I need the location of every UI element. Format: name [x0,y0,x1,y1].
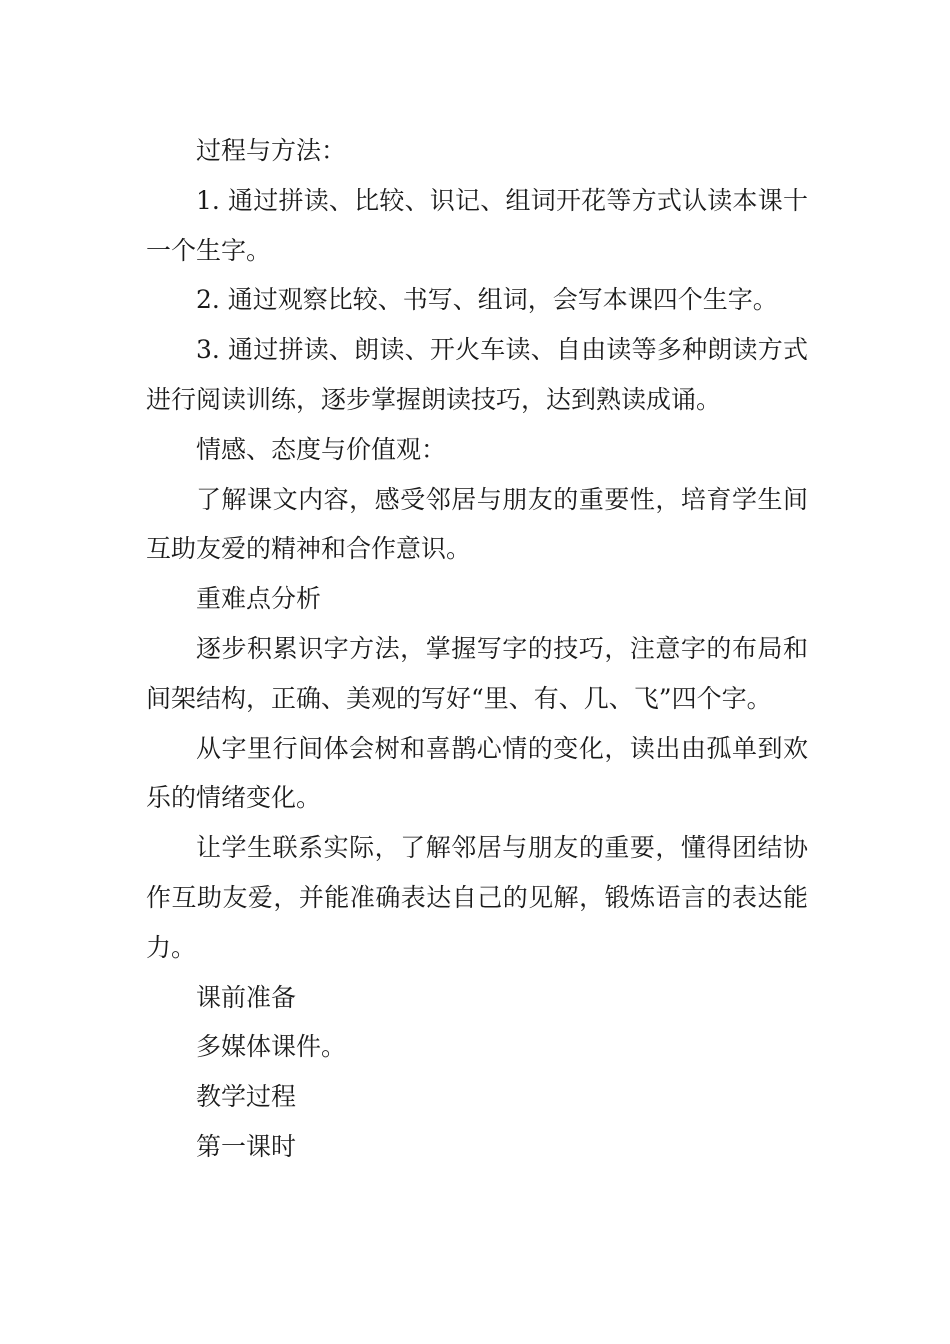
paragraph-key-point-1: 逐步积累识字方法，掌握写字的技巧，注意字的布局和间架结构，正确、美观的写好“里、有、几、飞”四个字。 [146,633,808,713]
paragraph-item-3: 3. 通过拼读、朗读、开火车读、自由读等多种朗读方式进行阅读训练，逐步掌握朗读技巧，达到熟读成诵。 [146,335,808,414]
paragraph-item-1: 1. 通过拼读、比较、识记、组词开花等方式认读本课十一个生字。 [146,185,808,265]
paragraph-preparation-heading: 课前准备 [196,982,297,1012]
paragraph-emotion-heading: 情感、态度与价值观： [196,434,447,464]
document-body [146,126,808,1172]
paragraph-process-method-heading: 过程与方法： [196,136,347,165]
paragraph-item-2: 2. 通过观察比较、书写、组词，会写本课四个生字。 [196,285,778,315]
paragraph-first-lesson-heading: 第一课时 [196,1131,297,1161]
paragraph-key-point-3: 让学生联系实际，了解邻居与朋友的重要，懂得团结协作互助友爱，并能准确表达自己的见解，锻炼语言的表达能力。 [146,833,808,962]
paragraph-emotion-body: 了解课文内容，感受邻居与朋友的重要性，培育学生间互助友爱的精神和合作意识。 [146,484,808,564]
paragraph-key-point-2: 从字里行间体会树和喜鹊心情的变化，读出由孤单到欢乐的情绪变化。 [146,733,808,813]
paragraph-preparation-body: 多媒体课件。 [196,1032,347,1062]
paragraph-teaching-process-heading: 教学过程 [196,1082,297,1112]
paragraph-key-points-heading: 重难点分析 [196,584,322,614]
